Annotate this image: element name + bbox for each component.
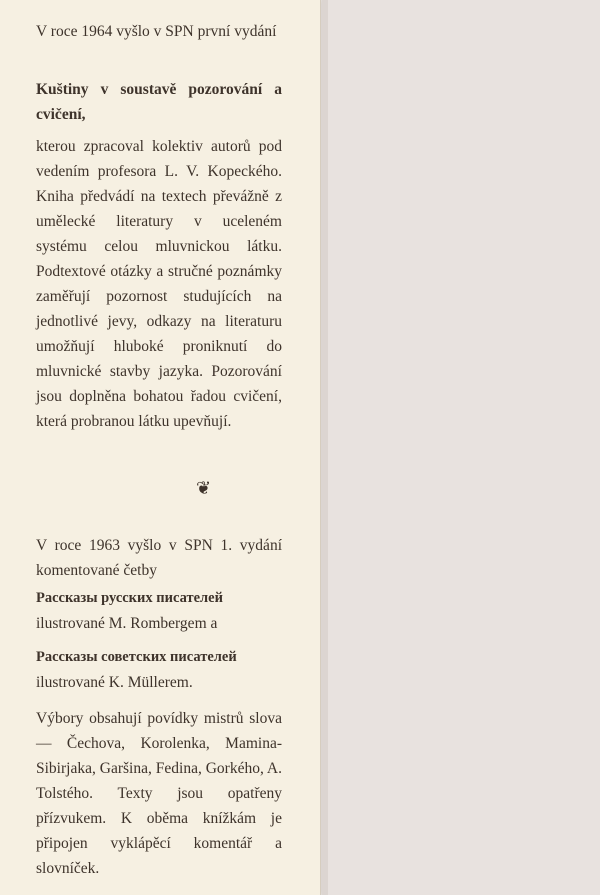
edition-1963-book-title-2: Рассказы советских писателей [36, 649, 237, 665]
edition-1963-illustrator-1: ilustrované M. Rombergem a [36, 615, 218, 632]
board-edge [322, 0, 328, 895]
edition-1964-book-title: Kuštiny v soustavě pozorování a cvičení, [36, 81, 282, 123]
edition-1963-intro: V roce 1963 vyšlo v SPN 1. vydání komentované četby [36, 537, 282, 579]
ornament-icon: ❦ [196, 478, 212, 498]
edition-1963-book-title-1: Рассказы русских писателей [36, 590, 223, 606]
edition-1964-intro: V roce 1964 vyšlo v SPN první vydání [36, 23, 277, 40]
edition-1964-description: kterou zpracoval kolektiv autorů pod vedením profesora L. V. Kopeckého. Kniha předvádí na textech převážně z umělecké literatury v uceleném systému celou mluvnickou látku. Podtextové otázky a stručné poznámky zaměřují pozornost studujících na jednotlivé jevy, odkazy na literaturu umožňují hluboké proniknutí do mluvnické stavby jazyka. Pozorování jsou doplněna bohatou řadou cvičení, která probranou látku upevňují. [36, 138, 282, 430]
edition-1963-description: Výbory obsahují povídky mistrů slova — Čechova, Korolenka, Mamina-Sibirjaka, Garšina, Fedina, Gorkého, A. Tolstého. Texty jsou opatřeny přízvukem. K oběma knížkám je připojen vyklápěcí komentář a slovníček. [36, 710, 282, 877]
cover-board [322, 0, 600, 895]
edition-1963-illustrator-2: ilustrované K. Müllerem. [36, 674, 193, 691]
